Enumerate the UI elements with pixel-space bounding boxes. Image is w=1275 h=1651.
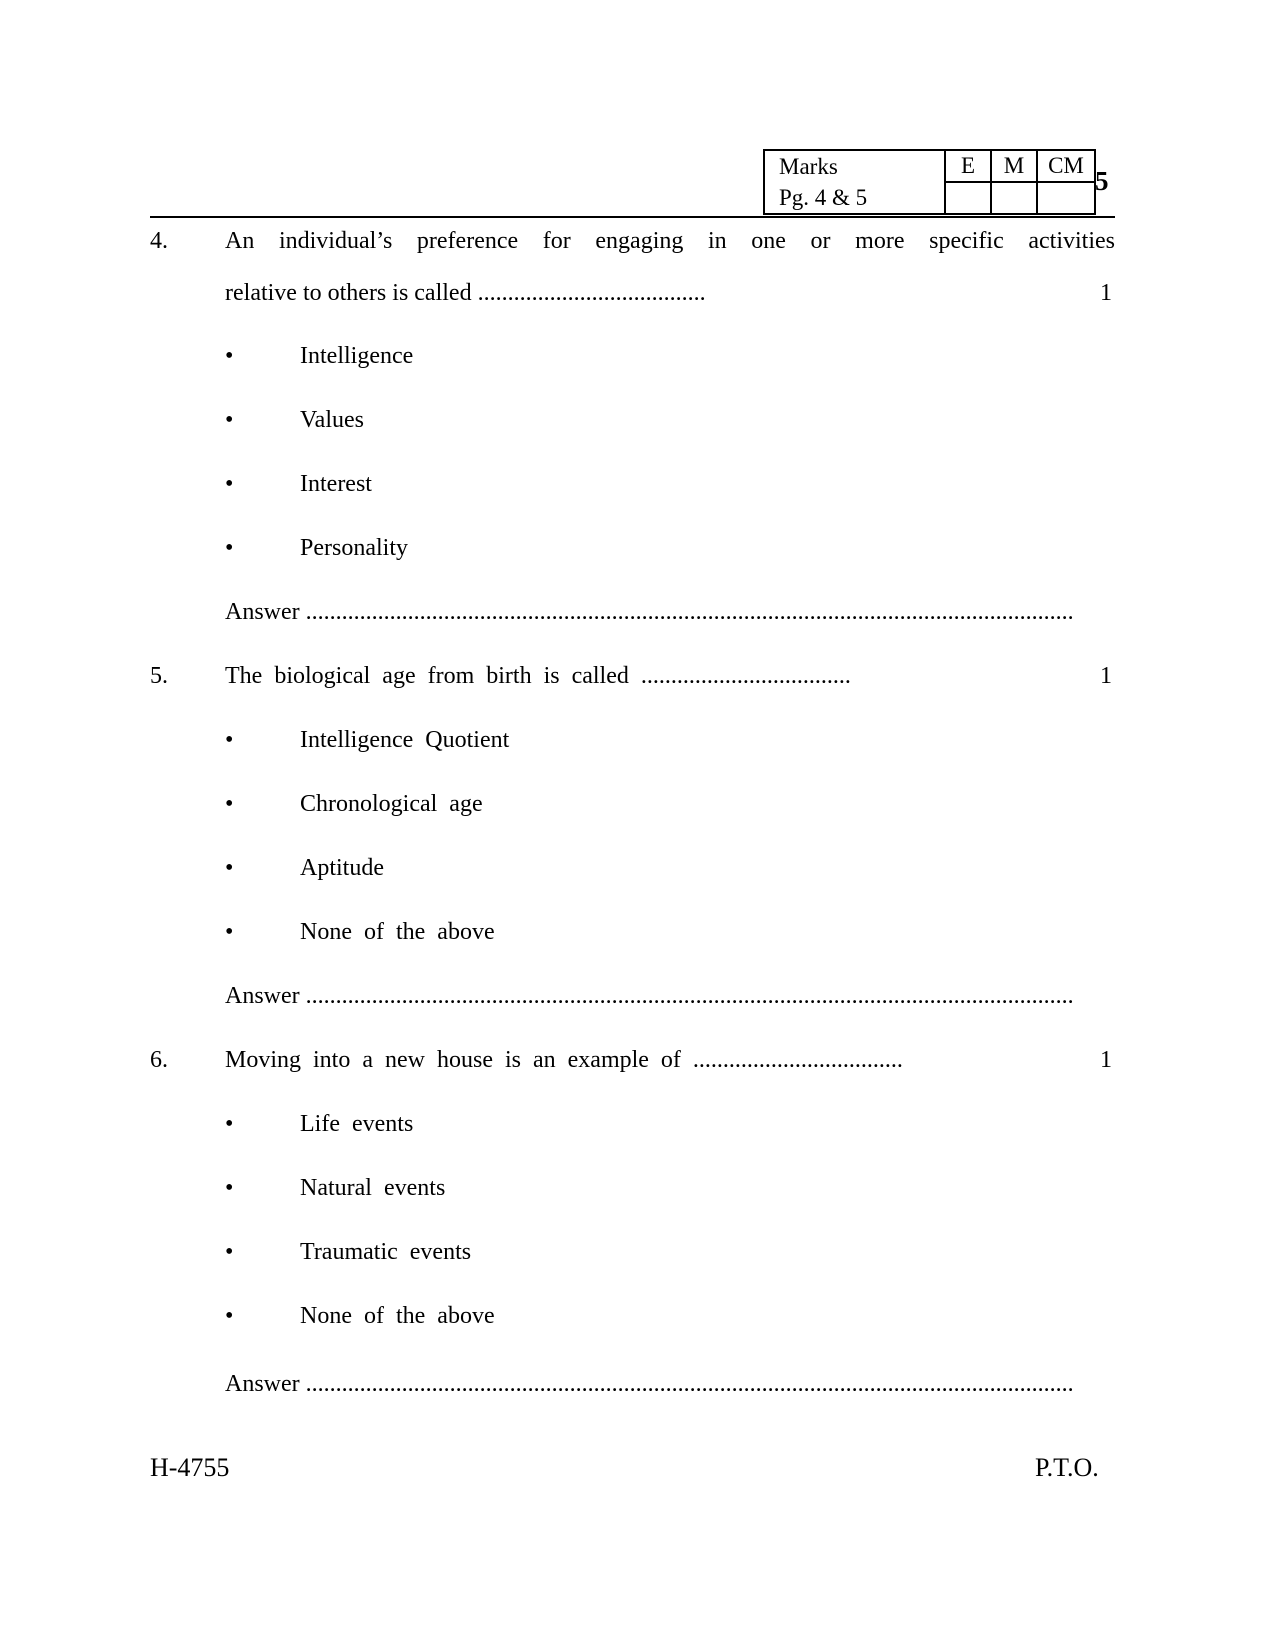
question-text-continued: relative to others is called ...................................... (225, 280, 706, 306)
col-m-header: M (991, 150, 1037, 182)
bullet-icon: • (225, 919, 234, 945)
option: Life events (300, 1111, 414, 1137)
pages-label: Pg. 4 & 5 (764, 182, 945, 214)
option: Aptitude (300, 855, 384, 881)
option: Traumatic events (300, 1239, 472, 1265)
paper-code: H-4755 (150, 1453, 230, 1482)
answer-line[interactable]: Answer ................................................................................................................................ (225, 599, 1074, 625)
question-marks: 1 (1100, 1047, 1112, 1073)
answer-line[interactable]: Answer ................................................................................................................................ (225, 1371, 1074, 1397)
col-m-cell (991, 182, 1037, 214)
col-cm-cell (1037, 182, 1095, 214)
marks-table (763, 149, 1096, 215)
option: Natural events (300, 1175, 446, 1201)
question-number: 4. (150, 228, 168, 254)
bullet-icon: • (225, 1175, 234, 1201)
question-marks: 1 (1100, 663, 1112, 689)
bullet-icon: • (225, 1111, 234, 1137)
question-number: 6. (150, 1047, 168, 1073)
question-text: Moving into a new house is an example of ................................... (225, 1047, 903, 1073)
bullet-icon: • (225, 727, 234, 753)
bullet-icon: • (225, 855, 234, 881)
answer-line[interactable]: Answer ................................................................................................................................ (225, 983, 1074, 1009)
bullet-icon: • (225, 471, 234, 497)
option: Interest (300, 471, 372, 497)
option: Chronological age (300, 791, 483, 817)
pto-label: P.T.O. (1035, 1453, 1099, 1482)
option: Values (300, 407, 364, 433)
col-cm-header: CM (1037, 150, 1095, 182)
bullet-icon: • (225, 343, 234, 369)
question-number: 5. (150, 663, 168, 689)
option: None of the above (300, 1303, 495, 1329)
marks-label: Marks (764, 150, 945, 182)
col-e-header: E (945, 150, 991, 182)
col-e-cell (945, 182, 991, 214)
option: Personality (300, 535, 408, 561)
header-rule (150, 216, 1115, 218)
option: Intelligence (300, 343, 414, 369)
question-text: An individual’s preference for engaging in one or more specific activities (225, 228, 1115, 254)
bullet-icon: • (225, 791, 234, 817)
option: None of the above (300, 919, 495, 945)
option: Intelligence Quotient (300, 727, 510, 753)
bullet-icon: • (225, 1239, 234, 1265)
page-number: 5 (1095, 166, 1109, 196)
bullet-icon: • (225, 1303, 234, 1329)
question-marks: 1 (1100, 280, 1112, 306)
bullet-icon: • (225, 407, 234, 433)
bullet-icon: • (225, 535, 234, 561)
question-text: The biological age from birth is called ................................... (225, 663, 851, 689)
